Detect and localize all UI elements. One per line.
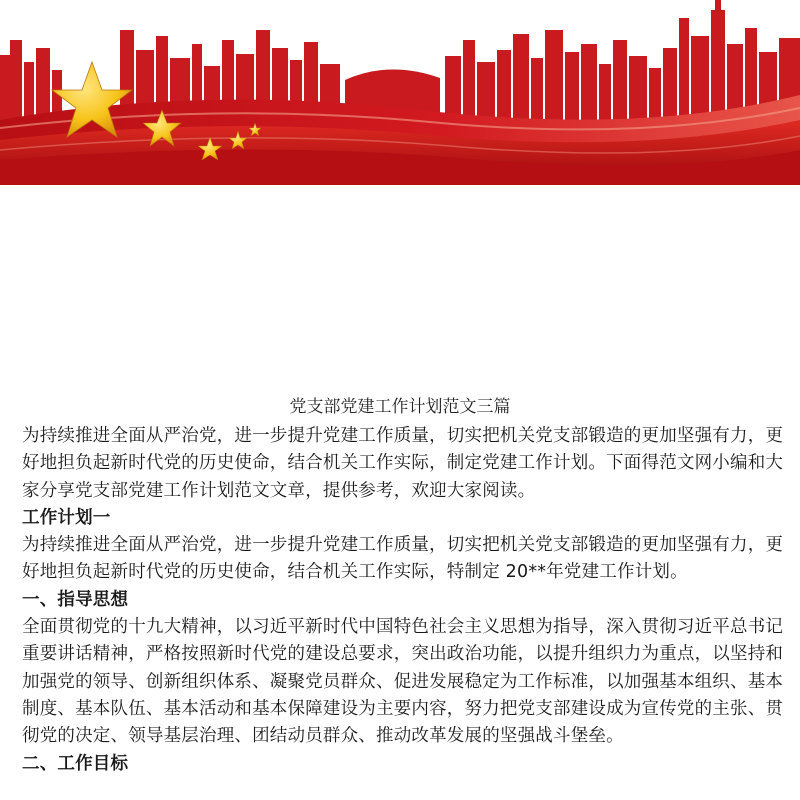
section-heading: 工作计划一	[22, 507, 111, 528]
section-paragraph: 为持续推进全面从严治党，进一步提升党建工作质量，切实把机关党支部锻造的更加坚强有力，更好地担负起新时代党的历史使命，结合机关工作实际，特制定 20**年党建工作计划。	[22, 535, 784, 583]
document-body	[22, 423, 792, 778]
document-title: 党支部党建工作计划范文三篇	[289, 397, 511, 417]
subsection-heading: 二、工作目标	[22, 753, 129, 774]
intro-paragraph: 为持续推进全面从严治党，进一步提升党建工作质量，切实把机关党支部锻造的更加坚强有力，更好地担负起新时代党的历史使命，结合机关工作实际，制定党建工作计划。下面得范文网小编和大家分享党支部党建工作计划范文文章，提供参考，欢迎大家阅读。	[22, 426, 784, 501]
subsection-paragraph: 全面贯彻党的十九大精神，以习近平新时代中国特色社会主义思想为指导，深入贯彻习近平总书记重要讲话精神，严格按照新时代党的建设总要求，突出政治功能，以提升组织力为重点，以坚持和加强党的领导、创新组织体系、凝聚党员群众、促进发展稳定为工作标准，以加强基本组织、基本制度、基本队伍、基本活动和基本保障建设为主要内容，努力把党支部建设成为宣传党的主张、贯彻党的决定、领导基层治理、团结动员群众、推动改革发展的坚强战斗堡垒。	[22, 617, 784, 747]
subsection-heading: 一、指导思想	[22, 589, 129, 610]
header-banner	[0, 0, 800, 185]
